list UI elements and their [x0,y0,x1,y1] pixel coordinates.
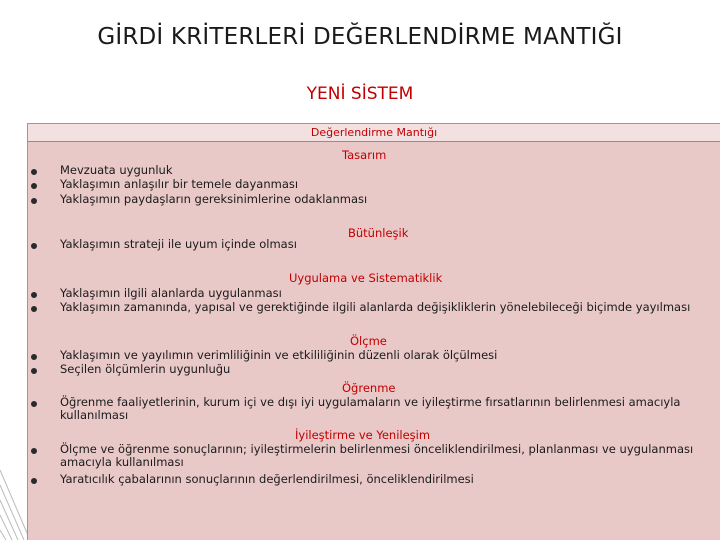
bullet-icon [31,368,37,374]
section-heading: Bütünleşik [348,226,409,240]
bullet-icon [31,198,37,204]
section-heading: İyileştirme ve Yenileşim [295,428,431,442]
bullet-icon [31,169,37,175]
list-item: Yaklaşımın ilgili alanlarda uygulanması [60,286,282,300]
bullet-icon [31,243,37,249]
list-item: Yaklaşımın zamanında, yapısal ve gerektiğinde ilgili alanlarda değişikliklerin yönelebileceği biçimde yayılması [60,300,691,314]
bullet-icon [31,183,37,189]
list-item: Ölçme ve öğrenme sonuçlarının; iyileştirmelerin belirlenmesi önceliklendirilmesi, planlanması ve uygulanması amacıyla kullanılması [60,442,694,469]
list-item: Mevzuata uygunluk [60,163,173,177]
list-item: Yaklaşımın ve yayılımın verimliliğinin ve etkililiğinin düzenli olarak ölçülmesi [60,348,498,362]
list-item: Yaratıcılık çabalarının sonuçlarının değerlendirilmesi, önceliklendirilmesi [60,472,474,486]
page-title: GİRDİ KRİTERLERİ DEĞERLENDİRME MANTIĞI [97,24,623,50]
bullet-icon [31,401,37,407]
section-heading: Uygulama ve Sistematiklik [289,271,443,285]
list-item: Yaklaşımın anlaşılır bir temele dayanması [60,177,299,191]
bullet-icon [31,306,37,312]
bullet-icon [31,354,37,360]
section-heading: Ölçme [350,334,387,348]
list-item: Öğrenme faaliyetlerinin, kurum içi ve dışı iyi uygulamaların ve iyileştirme fırsatlarının belirlenmesi amacıyla kullanılması [60,395,681,422]
list-item: Yaklaşımın paydaşların gereksinimlerine odaklanması [60,192,368,206]
subtitle: YENİ SİSTEM [306,84,414,104]
bullet-icon [31,478,37,484]
list-item: Yaklaşımın strateji ile uyum içinde olması [60,237,297,251]
panel-header: Değerlendirme Mantığı [27,123,720,142]
list-item: Seçilen ölçümlerin uygunluğu [60,362,231,376]
bullet-icon [31,448,37,454]
section-heading: Öğrenme [342,381,396,395]
bullet-icon [31,292,37,298]
section-heading: Tasarım [342,148,387,162]
